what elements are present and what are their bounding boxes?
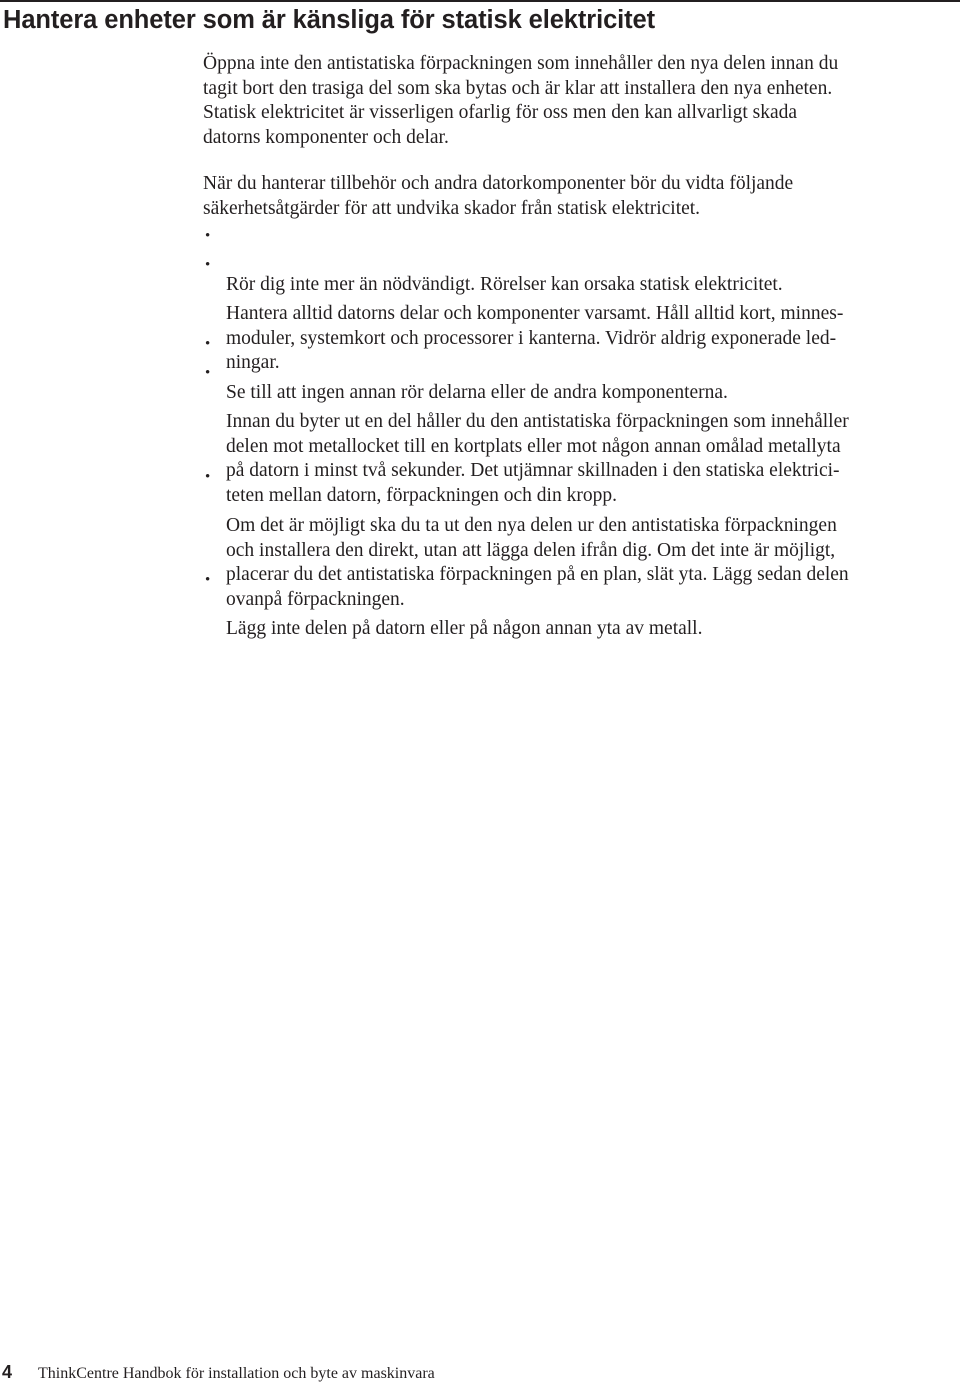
bullet-icon: • [205,365,211,381]
list-item-text: Om det är möjligt ska du ta ut den nya delen ur den antistatiska förpackningen och installera den direkt, utan att lägga delen ifrån dig. Om det inte är möjligt, placerar du det antistatiska förpackningen på en plan, slät yta. Lägg sedan delen ovanpå förpackningen. [226,515,849,610]
list-item-text: Se till att ingen annan rör delarna eller de andra komponenterna. [226,382,728,403]
bullet-icon: • [205,257,211,273]
list-item-text: Hantera alltid datorns delar och komponenter varsamt. Håll alltid kort, minnes- moduler, systemkort och processorer i kanterna. Vidrör aldrig exponerade led- ningar. [226,303,844,373]
list-item-text: Innan du byter ut en del håller du den antistatiska förpackningen som innehåller delen mot metallocket till en kortplats eller mot någon annan omålad metallyta på datorn i minst två sekunder. Det utjämnar skillnaden i den statiska elektrici- teten mellan datorn, förpackningen och din kropp. [226,411,849,506]
precautions-intro-paragraph: När du hanterar tillbehör och andra datorkomponenter bör du vidta följande säkerhetsåtgärder för att undvika skador från statisk elektricitet. [203,173,794,219]
bullet-icon: • [205,336,211,352]
list-item-text: Rör dig inte mer än nödvändigt. Rörelser kan orsaka statisk elektricitet. [226,274,783,295]
list-item-text: Lägg inte delen på datorn eller på någon annan yta av metall. [226,618,703,639]
page-footer [0,1362,435,1384]
bullet-icon: • [205,572,211,588]
bullet-icon: • [205,469,211,485]
list-item [203,568,702,642]
intro-paragraph: Öppna inte den antistatiska förpackningen som innehåller den nya delen innan du tagit bort den trasiga del som ska bytas och är klar att installera den nya enheten. Statisk elektricitet är visserligen ofarlig för oss men den kan allvarligt skada datorns komponenter och delar. [203,53,839,148]
page-heading: Hantera enheter som är känsliga för statisk elektricitet [3,6,655,34]
book-title: ThinkCentre Handbok för installation och byte av maskinvara [38,1365,435,1382]
bullet-icon: • [205,228,211,244]
page-number: 4 [2,1362,13,1382]
